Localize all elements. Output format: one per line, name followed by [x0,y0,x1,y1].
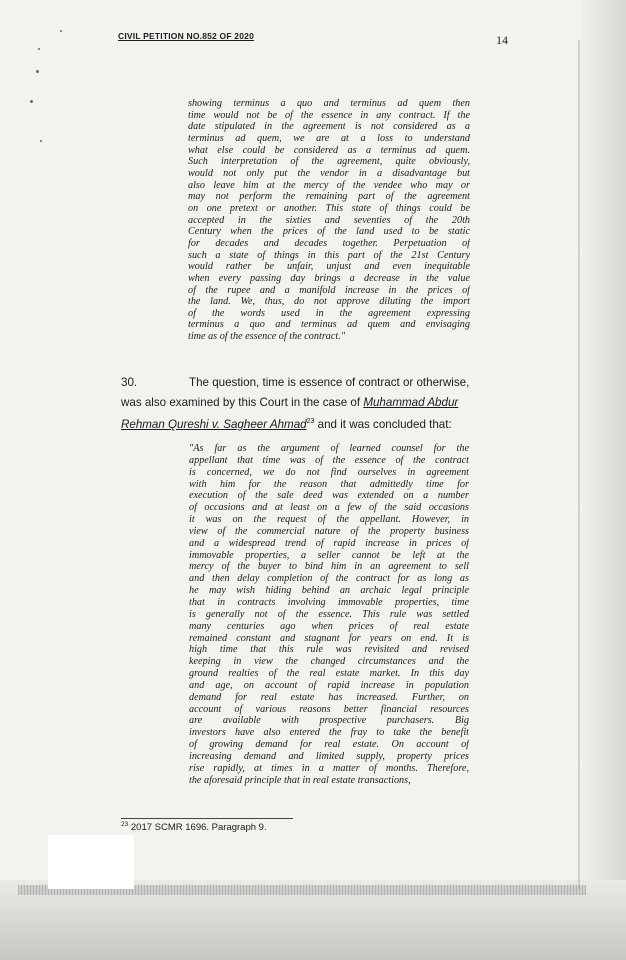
footnote-reference: 23 [306,418,315,426]
quote-line: is concerned, we do not find ourselves in agreement [189,466,469,478]
paragraph-text: and it was concluded that: [314,418,452,431]
paragraph-number: 30. [121,376,138,389]
quote-line: and then delay completion of the contract for as long as [189,573,469,585]
footnote-text: 2017 SCMR 1696. Paragraph 9. [128,822,267,834]
quote-line: keeping in view the changed circumstances and the [189,656,469,668]
quote-line: it was on the request of the appellant. However, in [189,514,469,526]
quote-line: "As far as the argument of learned counsel for the [189,443,469,454]
quote-line: of occasions and at least on a few of the said occasions [189,502,469,514]
block-quote-1 [188,98,470,343]
quote-line: also leave him at the mercy of the vendee who may or [188,179,470,191]
quote-line: of the words used in the agreement expressing [188,307,470,319]
quote-line: may not perform the remaining part of the agreement [188,191,470,203]
footnote-marker: 23 [121,821,129,828]
scan-speck [36,70,39,73]
quote-line: investors have also entered the fray to take the benefit [189,727,469,739]
quote-line: ground realties of the real estate market. In this day [189,668,469,680]
quote-line: when every passing day brings a decrease in the value [188,272,470,284]
quote-line: on one pretext or another. This state of things could be [188,202,470,214]
quote-line: time as of the essence of the contract." [188,331,346,343]
quote-line: rise rapidly, at times in a matter of months. Therefore, [189,762,469,774]
quote-line: the land. We, thus, do not approve diluting the import [188,296,470,308]
page-number: 14 [496,33,508,47]
quote-line: with him for the reason that admittedly time for [189,478,469,490]
scan-speck [38,48,40,50]
quote-line: of the rupee and a manifold increase in the prices of [188,284,470,296]
paragraph-line: The question, time is essence of contract or otherwise, [189,376,470,389]
footnote [121,821,267,833]
block-quote-2 [189,443,469,786]
quote-line: and a widespread trend of rapid increase in prices of [189,537,469,549]
quote-line: that in contracts involving immovable properties, time [189,596,469,608]
quote-line: demand for real estate has increased. Further, on [189,691,469,703]
scan-artifact-line [578,40,580,890]
case-title: CIVIL PETITION NO.852 OF 2020 [118,31,255,41]
quote-line: mercy of the buyer to bind him in an agreement to sell [189,561,469,573]
quote-line: terminus ad quem, we are at a loss to understand [188,132,470,144]
quote-line: he may wish hiding behind an archaic legal principle [189,585,469,597]
quote-line: Such interpretation of the agreement, quite obviously, [188,156,470,168]
quote-line: showing terminus a quo and terminus ad quem then [188,98,470,109]
quote-line: what else could be considered as a terminus ad quem. [188,144,470,156]
quote-line: terminus a quo and terminus ad quem and envisaging [188,319,470,331]
quote-line: would not only put the vendor in a disadvantage but [188,167,470,179]
quote-line: execution of the sale deed was extended on a number [189,490,469,502]
quote-line: time would not be of the essence in any contract. If the [188,109,470,121]
quote-line: high time that this rule was revisited and revised [189,644,469,656]
quote-line: is generally not of the essence. This rule was settled [189,608,469,620]
case-name: Rehman Qureshi v. Sagheer Ahmad [121,418,307,431]
redacted-area [48,835,134,889]
scan-speck [30,100,33,103]
paragraph-line [121,396,458,409]
scan-speck [40,140,42,142]
case-name: Muhammad Abdur [363,396,459,409]
quote-line: Century when the prices of the land used to be static [188,226,470,238]
quote-line: immovable properties, a seller cannot be left at the [189,549,469,561]
quote-line: accepted in the sixties and seventies of the 20th [188,214,470,226]
quote-line: appellant that time was of the essence of the contract [189,454,469,466]
scan-edge-right [582,0,626,960]
quote-line: the aforesaid principle that in real estate transactions, [189,774,411,786]
quote-line: view of the commercial nature of the property business [189,525,469,537]
quote-line: would rather be unfair, unjust and even inequitable [188,261,470,273]
scan-speck [60,30,62,32]
quote-line: many centuries ago when prices of real estate [189,620,469,632]
quote-line: remained constant and stagnant for years on end. It is [189,632,469,644]
quote-line: are available with prospective purchasers. Big [189,715,469,727]
footnote-divider [121,818,293,819]
quote-line: account of various reasons better financial resources [189,703,469,715]
quote-line: such a state of things in this part of the 21st Century [188,249,470,261]
quote-line: increasing demand and limited supply, property prices [189,750,469,762]
quote-line: date stipulated in the agreement is not considered as a [188,121,470,133]
quote-line: and age, on account of rapid increase in population [189,679,469,691]
quote-line: of growing demand for real estate. On account of [189,739,469,751]
paragraph-text: was also examined by this Court in the case of [121,396,364,409]
quote-line: for decades and decades together. Perpetuation of [188,237,470,249]
paragraph-line [121,418,452,431]
